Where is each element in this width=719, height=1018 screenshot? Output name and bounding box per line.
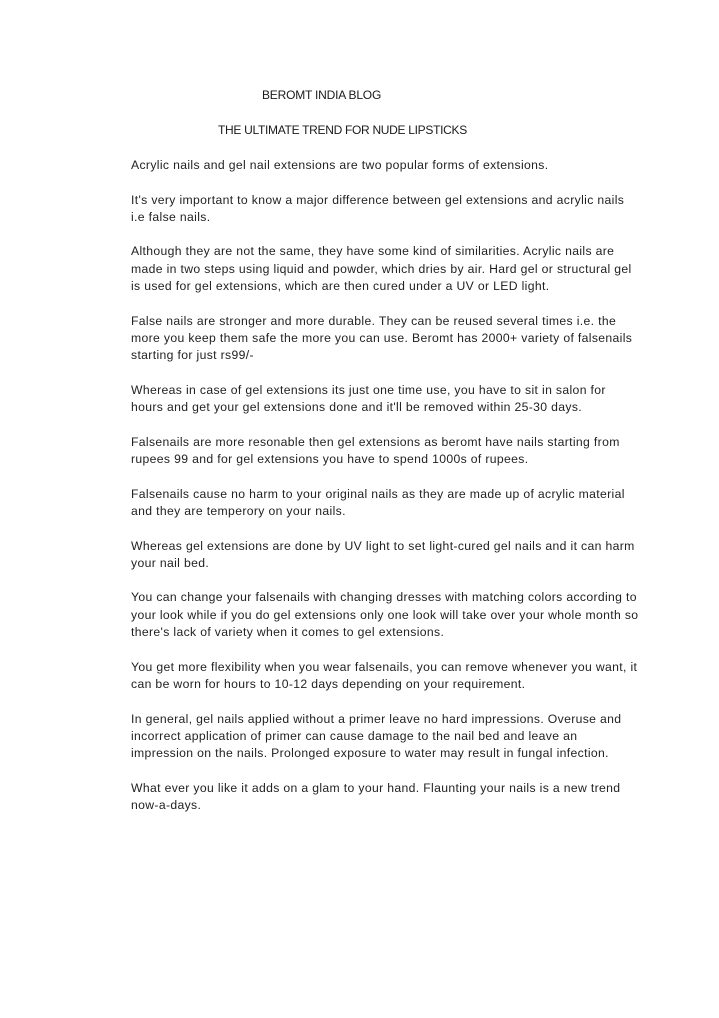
paragraph: Falsenails cause no harm to your original nails as they are made up of acrylic material and they are temperory on your nails. (131, 486, 625, 518)
paragraph: What ever you like it adds on a glam to your hand. Flaunting your nails is a new trend now-a-days. (131, 780, 621, 812)
document-body (131, 157, 641, 814)
paragraph: You get more flexibility when you wear falsenails, you can remove whenever you want, it can be worn for hours to 10-12 days depending on your requirement. (131, 659, 638, 691)
paragraph: You can change your falsenails with changing dresses with matching colors according to your look while if you do gel extensions only one look will take over your whole month so there's lack of variety when it comes to gel extensions. (131, 590, 639, 640)
paragraph: In general, gel nails applied without a primer leave no hard impressions. Overuse and incorrect application of primer can cause damage to the nail bed and leave an impression on the nails. Prolonged exposure to water may result in fungal infection. (131, 711, 622, 761)
paragraph: Whereas in case of gel extensions its just one time use, you have to sit in salon for hours and get your gel extensions done and it'll be removed within 25-30 days. (131, 382, 606, 415)
paragraph: Falsenails are more resonable then gel extensions as beromt have nails starting from rupees 99 and for gel extensions you have to spend 1000s of rupees. (131, 434, 620, 467)
paragraph: It's very important to know a major difference between gel extensions and acrylic nails i.e false nails. (131, 192, 625, 224)
paragraph: Although they are not the same, they have some kind of similarities. Acrylic nails are made in two steps using liquid and powder, which dries by air. Hard gel or structural gel is used for gel extensions, which are then cured under a UV or LED light. (131, 244, 632, 294)
paragraph: Acrylic nails and gel nail extensions are two popular forms of extensions. (131, 158, 549, 172)
document-title: THE ULTIMATE TREND FOR NUDE LIPSTICKS (218, 123, 467, 137)
paragraph: False nails are stronger and more durable. They can be reused several times i.e. the more you keep them safe the more you can use. Beromt has 2000+ variety of falsenails starting for just rs99/- (131, 313, 633, 363)
blog-name: BEROMT INDIA BLOG (262, 88, 382, 102)
paragraph: Whereas gel extensions are done by UV light to set light-cured gel nails and it can harm your nail bed. (131, 538, 635, 570)
